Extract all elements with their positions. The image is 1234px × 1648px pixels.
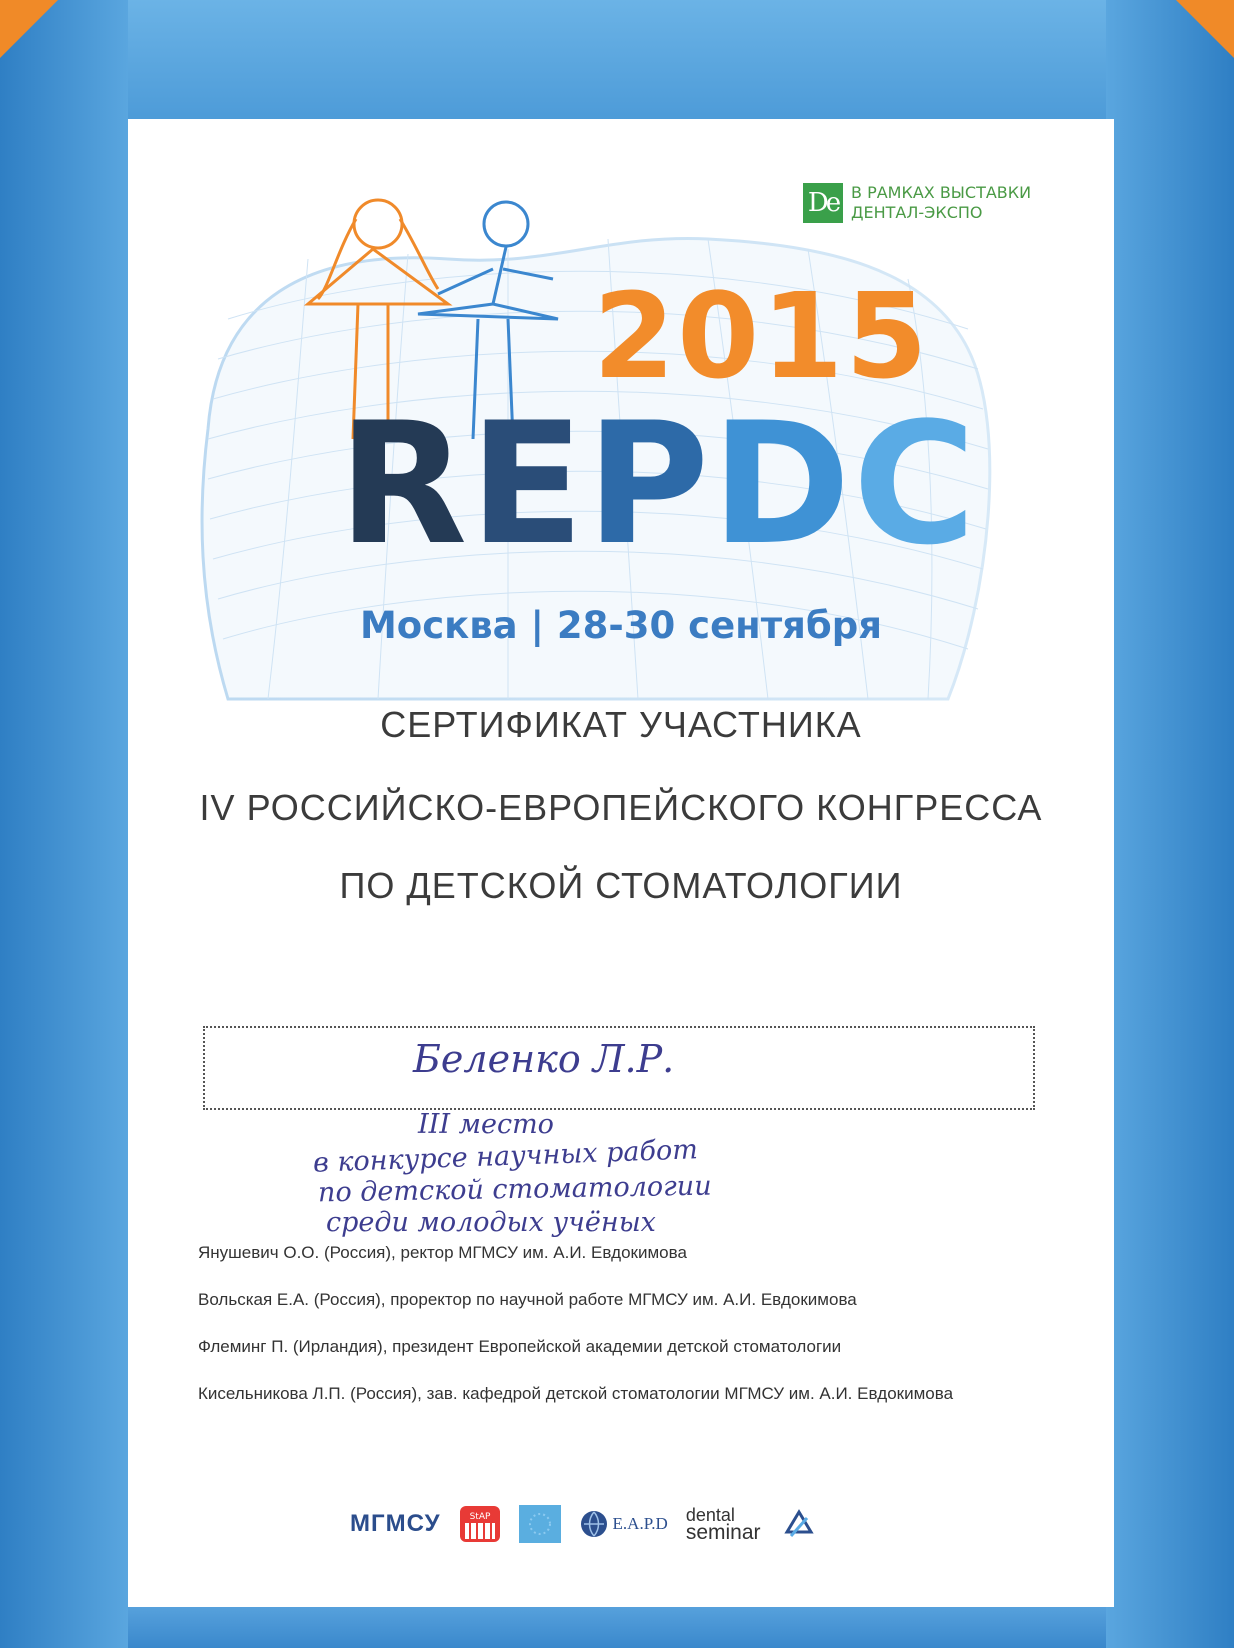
dental-seminar-logo (686, 1506, 761, 1542)
award-place: III место (418, 1109, 554, 1140)
brand-letter: E (469, 386, 587, 582)
award-line-4: среди молодых учёных (326, 1207, 656, 1238)
recipient-name: Беленко Л.Р. (413, 1037, 675, 1081)
signer-1: Янушевич О.О. (Россия), ректор МГМСУ им. А.И. Евдокимова (198, 1243, 687, 1262)
eapd-globe-icon (579, 1509, 609, 1539)
event-location-dates: Москва | 28-30 сентября (359, 604, 883, 647)
eapd-text: E.A.P.D (612, 1514, 668, 1533)
expo-line-2: ДЕНТАЛ-ЭКСПО (851, 203, 983, 222)
signer-4: Кисельникова Л.П. (Россия), зав. кафедрой детской стоматологии МГМСУ им. А.И. Евдокимова (198, 1384, 954, 1403)
star-logo-text: StAР (469, 1512, 490, 1522)
event-year: 2015 (593, 267, 930, 405)
frame-left (0, 0, 128, 1648)
frame-bottom (0, 1602, 1234, 1648)
association-logo-icon (779, 1504, 819, 1544)
brand-letter: D (711, 386, 853, 582)
award-line-3: по детской стоматологии (317, 1170, 712, 1209)
star-logo-icon (459, 1505, 501, 1543)
event-brand (338, 386, 979, 582)
frame-top (0, 0, 1234, 120)
certificate-paper (128, 119, 1114, 1607)
brand-letter: P (586, 386, 712, 582)
dental-text: dental (685, 1505, 735, 1525)
congress-subject: ПО ДЕТСКОЙ СТОМАТОЛОГИИ (339, 865, 903, 906)
dental-expo-logo: De (803, 183, 843, 223)
corner-decoration-left (0, 0, 58, 58)
congress-name: IV РОССИЙСКО-ЕВРОПЕЙСКОГО КОНГРЕССА (199, 787, 1043, 828)
certificate-title: СЕРТИФИКАТ УЧАСТНИКА (380, 704, 862, 745)
signer-2: Вольская Е.А. (Россия), проректор по научной работе МГМСУ им. А.И. Евдокимова (198, 1290, 857, 1309)
signer-3: Флеминг П. (Ирландия), президент Европейской академии детской стоматологии (198, 1337, 842, 1356)
award-line-2: в конкурсе научных работ (312, 1134, 699, 1179)
sponsor-logos (350, 1504, 819, 1544)
corner-decoration-right (1176, 0, 1234, 58)
eapd-logo (579, 1509, 668, 1539)
seminar-text: seminar (685, 1521, 761, 1544)
brand-letter: C (852, 386, 979, 582)
expo-line-1: В РАМКАХ ВЫСТАВКИ (851, 183, 1032, 202)
brand-letter: R (338, 386, 470, 582)
dental-expo-badge (803, 183, 1031, 223)
mgmsu-logo: МГМСУ (350, 1510, 441, 1537)
frame-right (1106, 0, 1234, 1648)
eu-flag-icon (519, 1505, 561, 1543)
dental-expo-text (851, 183, 1031, 223)
